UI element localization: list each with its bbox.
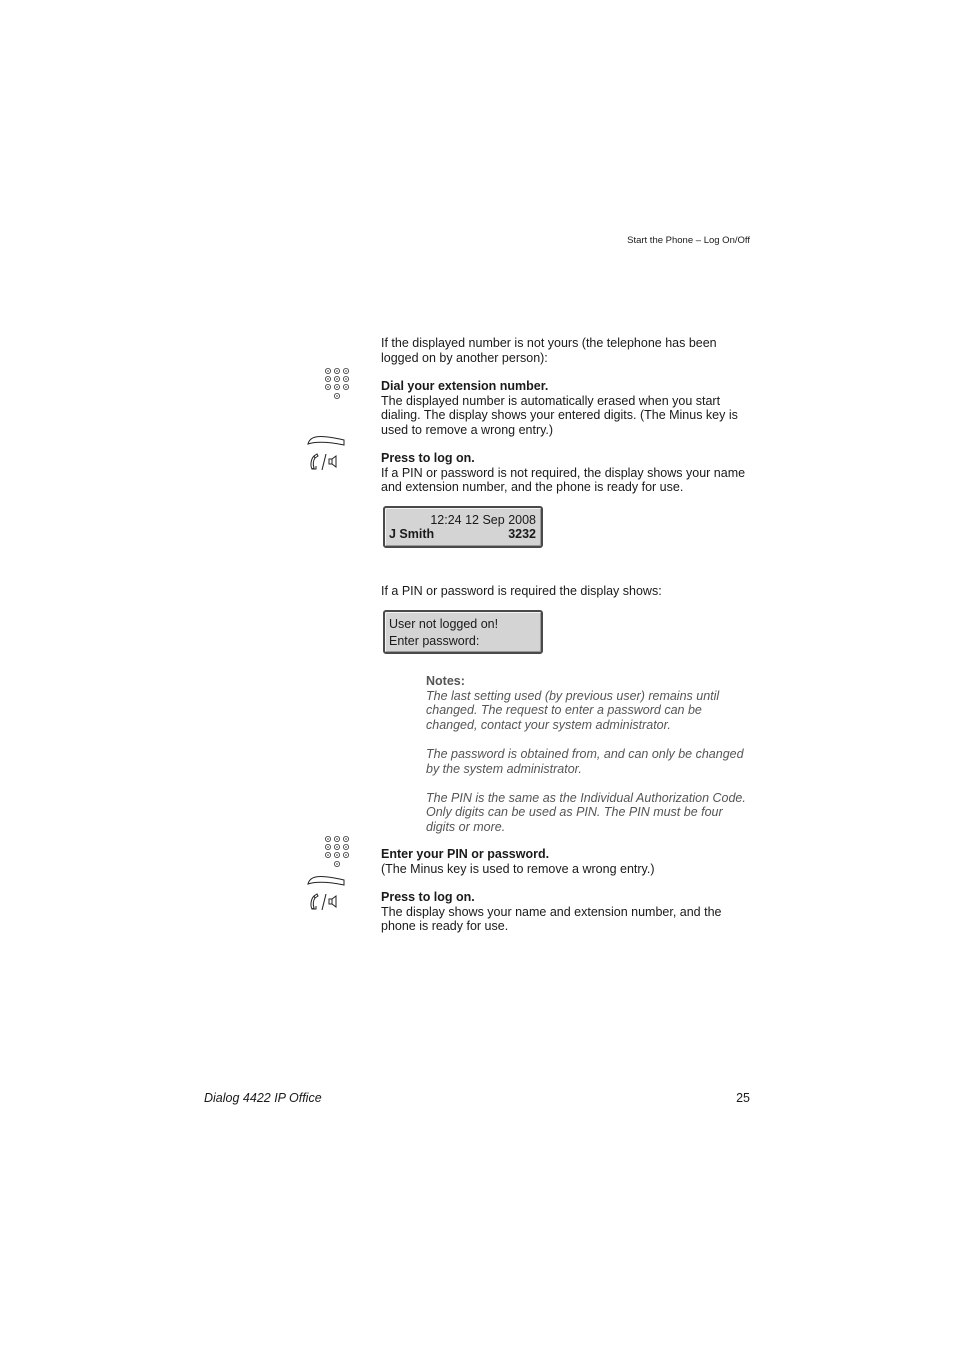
step-body: The display shows your name and extension number, and the phone is ready for use. [381,904,722,934]
display-extension: 3232 [508,527,536,541]
running-header: Start the Phone – Log On/Off [627,235,750,246]
handset-speaker-icon [304,872,348,914]
note-paragraph: The last setting used (by previous user) remains until changed. The request to enter a password can be changed, contact your system administrator. [426,688,720,732]
step-press-log-on-final [381,890,751,934]
notes-block [426,674,756,835]
step-press-log-on [381,451,751,495]
display-user-name: J Smith [389,527,435,541]
footer-product-name: Dialog 4422 IP Office [204,1091,322,1105]
step-body: If a PIN or password is not required, the display shows your name and extension number, and the phone is ready for use. [381,465,746,495]
pin-required-paragraph: If a PIN or password is required the display shows: [381,584,662,598]
keypad-icon [324,367,350,401]
note-paragraph: The PIN is the same as the Individual Authorization Code. Only digits can be used as PIN. The PIN must be four digits or more. [426,790,746,834]
step-body: The displayed number is automatically erased when you start dialing. The display shows your entered digits. (The Minus key is used to remove a wrong entry.) [381,393,738,437]
step-title: Enter your PIN or password. [381,847,550,861]
intro-paragraph: If the displayed number is not yours (the telephone has been logged on by another person): [381,336,717,365]
step-title: Dial your extension number. [381,379,549,393]
step-title: Press to log on. [381,890,475,904]
step-dial-extension [381,379,751,437]
phone-display-password [383,610,543,654]
note-paragraph: The password is obtained from, and can only be changed by the system administrator. [426,746,744,776]
footer-page-number: 25 [736,1091,750,1105]
display-line-2: Enter password: [389,634,480,648]
step-title: Press to log on. [381,451,475,465]
keypad-icon [324,835,350,869]
step-body: (The Minus key is used to remove a wrong entry.) [381,861,655,876]
display-line-1: User not logged on! [389,617,499,631]
handset-speaker-icon [304,432,348,474]
step-enter-pin [381,847,751,876]
notes-heading: Notes: [426,674,465,688]
display-datetime: 12:24 12 Sep 2008 [430,513,536,527]
phone-display-logged-on [383,506,543,548]
